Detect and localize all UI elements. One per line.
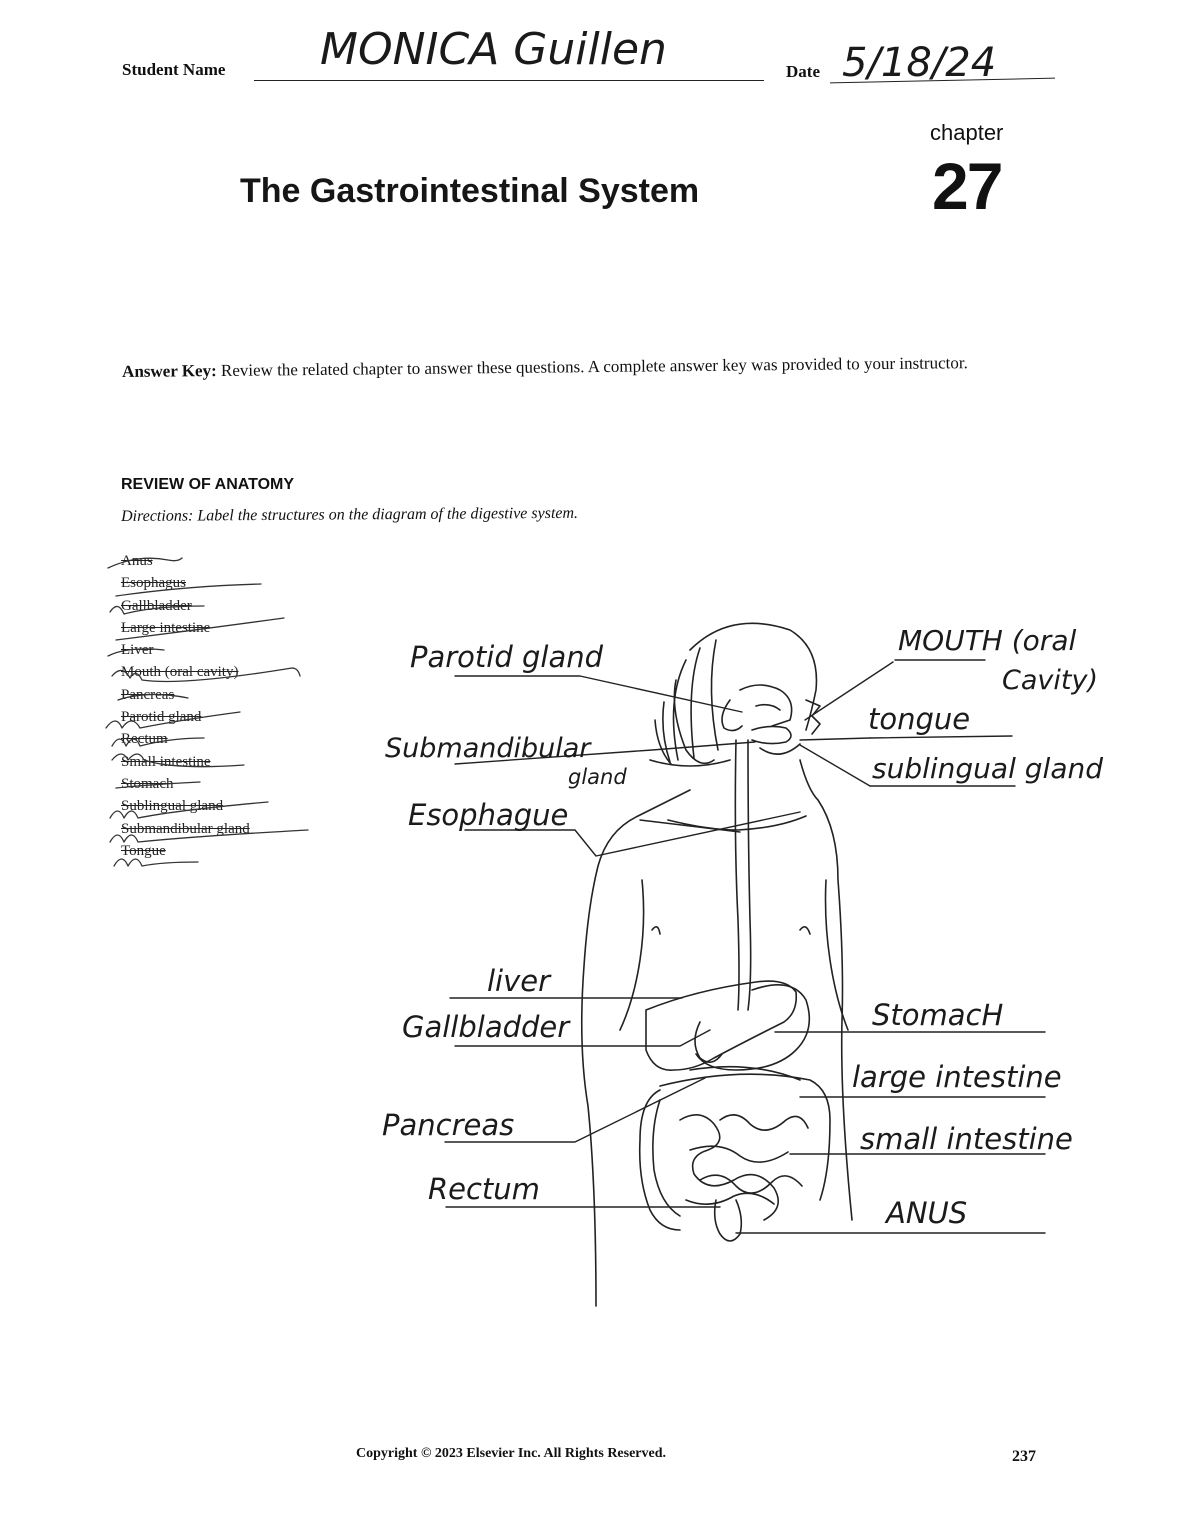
word-bank-item: Tongue [121, 842, 166, 859]
label-gallbladder[interactable]: Gallbladder [402, 1010, 570, 1044]
label-parotid-gland[interactable]: Parotid gland [410, 640, 604, 674]
word-bank-item: Parotid gland [121, 709, 202, 726]
word-bank-item: Sublingual gland [121, 798, 224, 815]
label-sublingual-gland[interactable]: sublingual gland [872, 752, 1103, 785]
label-mouth-cavity[interactable]: Cavity) [1002, 665, 1098, 696]
label-pancreas[interactable]: Pancreas [382, 1108, 515, 1142]
label-submandibular-gland[interactable]: gland [568, 765, 627, 789]
answer-key-text: Review the related chapter to answer these questions. A complete answer key was provided to your instructor. [216, 353, 968, 381]
page-title: The Gastrointestinal System [240, 172, 700, 210]
word-bank-item: Esophagus [121, 575, 186, 592]
date-value[interactable]: 5/18/24 [842, 40, 997, 86]
date-label: Date [786, 62, 820, 81]
student-name-value[interactable]: MONICA Guillen [320, 24, 667, 75]
label-small-intestine[interactable]: small intestine [860, 1122, 1073, 1156]
word-bank-item: Liver [121, 642, 154, 659]
label-large-intestine[interactable]: large intestine [852, 1060, 1062, 1094]
label-mouth[interactable]: MOUTH (oral [898, 624, 1077, 657]
word-bank-item: Large intestine [121, 619, 211, 636]
student-name-label: Student Name [122, 60, 226, 79]
esophagus-drawing [735, 740, 750, 1010]
word-bank-item: Submandibular gland [121, 820, 250, 837]
label-liver[interactable]: liver [487, 964, 551, 998]
word-bank-item: Mouth (oral cavity) [121, 664, 239, 681]
section-heading: REVIEW OF ANATOMY [121, 476, 295, 493]
section-directions: Directions: Label the structures on the diagram of the digestive system. [121, 504, 579, 525]
word-bank-item: Gallbladder [121, 597, 192, 614]
word-bank-scribbles [106, 558, 308, 866]
label-tongue[interactable]: tongue [868, 702, 971, 736]
label-stomach[interactable]: StomacH [872, 998, 1004, 1032]
word-bank-item: Stomach [121, 775, 174, 792]
word-bank-item: Small intestine [121, 753, 211, 770]
label-esophagus[interactable]: Esophague [408, 798, 569, 832]
label-submandibular[interactable]: Submandibular [385, 733, 591, 764]
torso-drawing [582, 760, 852, 1306]
word-bank-item: Anus [121, 553, 153, 569]
word-bank-item: Pancreas [121, 686, 175, 703]
answer-key-lead: Answer Key: [122, 361, 217, 381]
label-anus[interactable]: ANUS [886, 1196, 968, 1230]
chapter-label: chapter [930, 120, 1004, 145]
label-rectum[interactable]: Rectum [428, 1172, 540, 1206]
chapter-number: 27 [932, 149, 1002, 223]
abdominal-organs-drawing [640, 981, 830, 1241]
word-bank-item: Rectum [121, 731, 168, 748]
page-number: 237 [1012, 1448, 1036, 1465]
copyright-notice: Copyright © 2023 Elsevier Inc. All Rights Reserved. [356, 1446, 667, 1461]
head-drawing [650, 623, 820, 766]
